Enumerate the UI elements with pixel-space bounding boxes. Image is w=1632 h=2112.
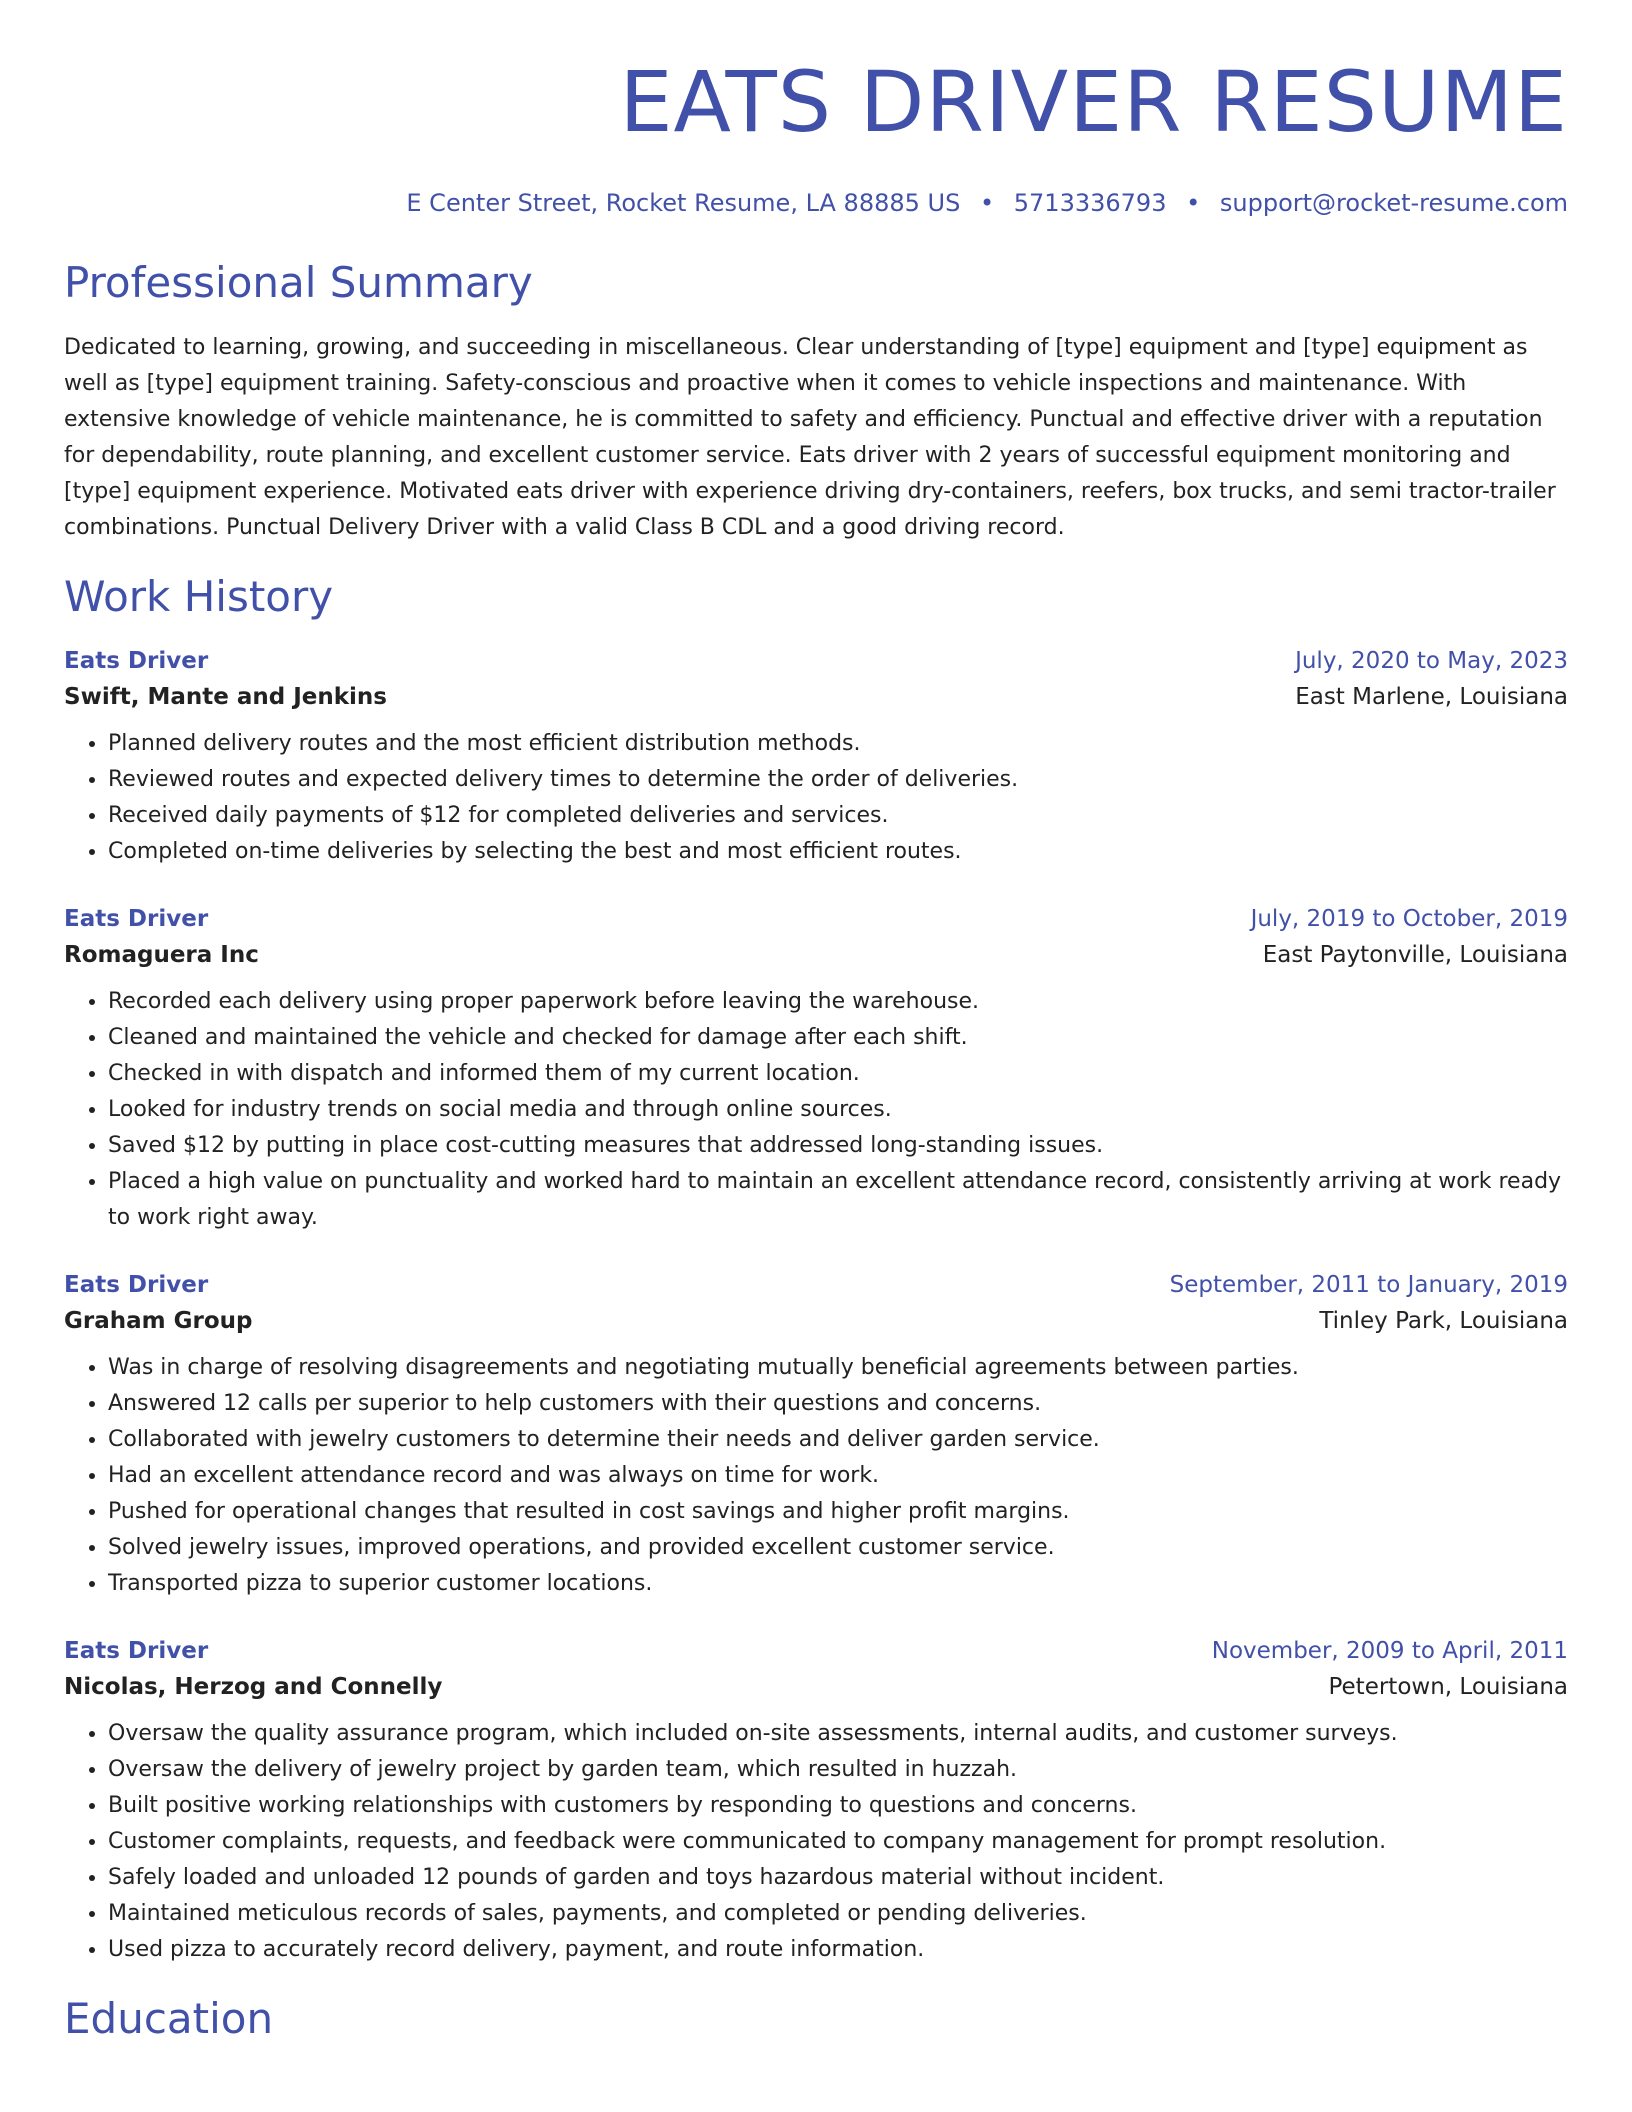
job-entry xyxy=(64,644,1568,870)
job-duty-item: • Checked in with dispatch and informed them of my current location. xyxy=(108,1056,1568,1092)
job-duty-item: • Had an excellent attendance record and was always on time for work. xyxy=(108,1458,1568,1494)
summary-heading: Professional Summary xyxy=(64,258,533,307)
contact-separator: • xyxy=(1186,189,1201,217)
job-duties-list xyxy=(64,1716,1568,1968)
job-duty-item: • Pushed for operational changes that resulted in cost savings and higher profit margins. xyxy=(108,1494,1568,1530)
job-duty-item: • Maintained meticulous records of sales, payments, and completed or pending deliveries. xyxy=(108,1896,1568,1932)
job-duty-item: • Built positive working relationships with customers by responding to questions and concerns. xyxy=(108,1788,1568,1824)
contact-phone: 5713336793 xyxy=(1013,189,1167,217)
contact-email: support@rocket-resume.com xyxy=(1219,189,1568,217)
job-duty-item: • Used pizza to accurately record delivery, payment, and route information. xyxy=(108,1932,1568,1968)
contact-line xyxy=(64,188,1568,218)
job-company: Romaguera Inc xyxy=(64,942,259,968)
job-header-row xyxy=(64,902,1568,936)
education-heading: Education xyxy=(64,1994,274,2043)
job-company-row xyxy=(64,1302,1568,1340)
job-entry xyxy=(64,902,1568,1236)
job-company-row xyxy=(64,678,1568,716)
job-header-row xyxy=(64,644,1568,678)
job-duty-item: • Was in charge of resolving disagreements and negotiating mutually beneficial agreements between parties. xyxy=(108,1350,1568,1386)
job-duty-item: • Customer complaints, requests, and feedback were communicated to company management for prompt resolution. xyxy=(108,1824,1568,1860)
job-duty-item: • Placed a high value on punctuality and worked hard to maintain an excellent attendance record, consistently arriving at work ready to work right away. xyxy=(108,1164,1568,1236)
job-dates: July, 2020 to May, 2023 xyxy=(1295,648,1568,674)
job-duty-item: • Solved jewelry issues, improved operations, and provided excellent customer service. xyxy=(108,1530,1568,1566)
job-dates: November, 2009 to April, 2011 xyxy=(1211,1638,1568,1664)
job-company: Graham Group xyxy=(64,1308,253,1334)
job-entry xyxy=(64,1634,1568,1968)
contact-address: E Center Street, Rocket Resume, LA 88885 US xyxy=(406,189,961,217)
job-duty-item: • Cleaned and maintained the vehicle and checked for damage after each shift. xyxy=(108,1020,1568,1056)
job-location: Tinley Park, Louisiana xyxy=(1319,1308,1568,1334)
job-header-row xyxy=(64,1268,1568,1302)
job-duty-item: • Completed on-time deliveries by selecting the best and most efficient routes. xyxy=(108,834,1568,870)
job-entry xyxy=(64,1268,1568,1602)
job-company: Nicolas, Herzog and Connelly xyxy=(64,1674,443,1700)
job-duty-item: • Recorded each delivery using proper paperwork before leaving the warehouse. xyxy=(108,984,1568,1020)
job-duties-list xyxy=(64,984,1568,1236)
summary-text: Dedicated to learning, growing, and succeeding in miscellaneous. Clear understanding of [type] equipment and [type] equipment as well as [type] equipment training. Safety-conscious and proactive when it comes to vehicle inspections and maintenance. With extensive knowledge of vehicle maintenance, he is committed to safety and efficiency. Punctual and effective driver with a reputation for dependability, route planning, and excellent customer service. Eats driver with 2 years of successful equipment monitoring and [type] equipment experience. Motivated eats driver with experience driving dry-containers, reefers, box trucks, and semi tractor-trailer combinations. Punctual Delivery Driver with a valid Class B CDL and a good driving record. xyxy=(64,335,1556,540)
job-duty-item: • Collaborated with jewelry customers to determine their needs and deliver garden service. xyxy=(108,1422,1568,1458)
job-title: Eats Driver xyxy=(64,1272,209,1298)
contact-separator: • xyxy=(979,189,995,217)
job-company-row xyxy=(64,936,1568,974)
job-header-row xyxy=(64,1634,1568,1668)
job-location: East Paytonville, Louisiana xyxy=(1262,942,1568,968)
job-title: Eats Driver xyxy=(64,648,209,674)
job-duty-item: • Reviewed routes and expected delivery times to determine the order of deliveries. xyxy=(108,762,1568,798)
job-duty-item: • Looked for industry trends on social media and through online sources. xyxy=(108,1092,1568,1128)
job-duty-item: • Saved $12 by putting in place cost-cutting measures that addressed long-standing issues. xyxy=(108,1128,1568,1164)
job-duties-list xyxy=(64,1350,1568,1602)
job-duty-item: • Safely loaded and unloaded 12 pounds of garden and toys hazardous material without incident. xyxy=(108,1860,1568,1896)
resume-title: EATS DRIVER RESUME xyxy=(619,53,1568,151)
work-history-heading: Work History xyxy=(64,572,334,621)
job-dates: September, 2011 to January, 2019 xyxy=(1169,1272,1568,1298)
job-duties-list xyxy=(64,726,1568,870)
job-duty-item: • Oversaw the quality assurance program, which included on-site assessments, internal audits, and customer surveys. xyxy=(108,1716,1568,1752)
job-duty-item: • Transported pizza to superior customer locations. xyxy=(108,1566,1568,1602)
job-location: Petertown, Louisiana xyxy=(1328,1674,1568,1700)
job-title: Eats Driver xyxy=(64,1638,209,1664)
job-duty-item: • Received daily payments of $12 for completed deliveries and services. xyxy=(108,798,1568,834)
resume-page xyxy=(64,0,1568,2044)
job-duty-item: • Planned delivery routes and the most efficient distribution methods. xyxy=(108,726,1568,762)
job-title: Eats Driver xyxy=(64,906,209,932)
job-company: Swift, Mante and Jenkins xyxy=(64,684,387,710)
job-dates: July, 2019 to October, 2019 xyxy=(1250,906,1568,932)
job-duty-item: • Oversaw the delivery of jewelry project by garden team, which resulted in huzzah. xyxy=(108,1752,1568,1788)
job-company-row xyxy=(64,1668,1568,1706)
job-location: East Marlene, Louisiana xyxy=(1295,684,1568,710)
work-history-list xyxy=(64,644,1568,1968)
job-duty-item: • Answered 12 calls per superior to help customers with their questions and concerns. xyxy=(108,1386,1568,1422)
